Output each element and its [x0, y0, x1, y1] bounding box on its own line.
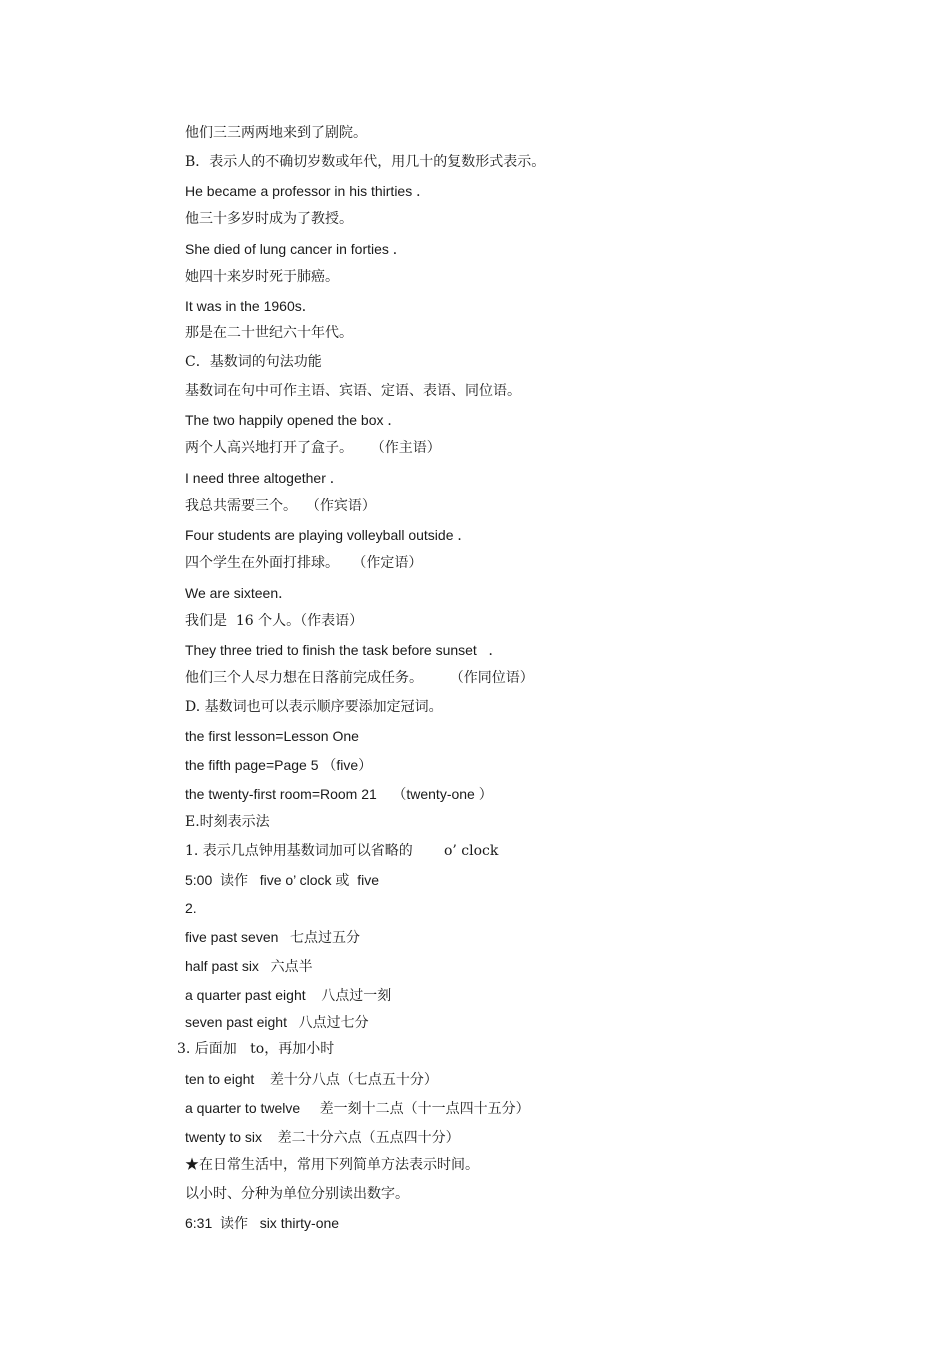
example-translation-zh: 那是在二十世纪六十年代。 — [185, 325, 353, 341]
rule-item-1: 1. 表示几点钟用基数词加可以省略的 o’ clock — [185, 843, 499, 859]
example-translation-zh: 她四十来岁时死于肺癌。 — [185, 269, 339, 285]
example-translation-zh: 他三十多岁时成为了教授。 — [185, 211, 353, 227]
example-sentence-en: 5:00 读作 five o’ clock 或 five — [185, 872, 379, 888]
example-sentence-en: the fifth page=Page 5 （five） — [185, 757, 373, 773]
example-sentence-en: twenty to six 差二十分六点（五点四十分） — [185, 1129, 460, 1145]
example-sentence-en: They three tried to finish the task before sunset ． — [185, 642, 503, 658]
section-heading-b: B．表示人的不确切岁数或年代，用几十的复数形式表示。 — [185, 154, 546, 170]
example-sentence-en: the first lesson=Lesson One — [185, 728, 359, 744]
section-heading-e: E.时刻表示法 — [185, 814, 270, 830]
example-sentence-en: a quarter past eight 八点过一刻 — [185, 987, 392, 1003]
example-sentence-en: 6:31 读作 six thirty-one — [185, 1215, 340, 1231]
example-translation-zh: 四个学生在外面打排球。 （作定语） — [185, 555, 423, 571]
example-sentence-en: a quarter to twelve 差一刻十二点（十一点四十五分） — [185, 1100, 530, 1116]
example-translation-zh: 我们是 16 个人。（作表语） — [185, 613, 364, 629]
example-sentence-en: the twenty-first room=Room 21 （twenty-one ） — [185, 786, 493, 802]
section-heading-c: C．基数词的句法功能 — [185, 354, 322, 370]
example-sentence-en: ten to eight 差十分八点（七点五十分） — [185, 1071, 438, 1087]
section-heading-d: D. 基数词也可以表示顺序要添加定冠词。 — [185, 699, 443, 715]
example-sentence-en: The two happily opened the box ． — [185, 412, 402, 428]
example-sentence-en: Four students are playing volleyball outside ． — [185, 527, 472, 543]
example-sentence-en: seven past eight 八点过七分 — [185, 1014, 369, 1030]
rule-item-3: 3. 后面加 to，再加小时 — [177, 1041, 335, 1057]
text-line: 基数词在句中可作主语、宾语、定语、表语、同位语。 — [185, 383, 521, 399]
example-translation-zh: 两个人高兴地打开了盒子。 （作主语） — [185, 440, 441, 456]
example-sentence-en: We are sixteen． — [185, 585, 293, 601]
example-sentence-en: I need three altogether ． — [185, 470, 344, 486]
example-translation-zh: 他们三个人尽力想在日落前完成任务。 （作同位语） — [185, 670, 534, 686]
example-sentence-en: He became a professor in his thirties ． — [185, 183, 431, 199]
tip-line: ★在日常生活中，常用下列简单方法表示时间。 — [185, 1157, 479, 1173]
text-line: 以小时、分种为单位分别读出数字。 — [185, 1186, 409, 1202]
example-sentence-en: five past seven 七点过五分 — [185, 929, 361, 945]
example-sentence-en: It was in the 1960s． — [185, 298, 316, 314]
text-line: 他们三三两两地来到了剧院。 — [185, 125, 367, 141]
rule-item-2: 2. — [185, 900, 197, 916]
example-sentence-en: She died of lung cancer in forties ． — [185, 241, 407, 257]
example-translation-zh: 我总共需要三个。 （作宾语） — [185, 498, 376, 514]
example-sentence-en: half past six 六点半 — [185, 958, 313, 974]
